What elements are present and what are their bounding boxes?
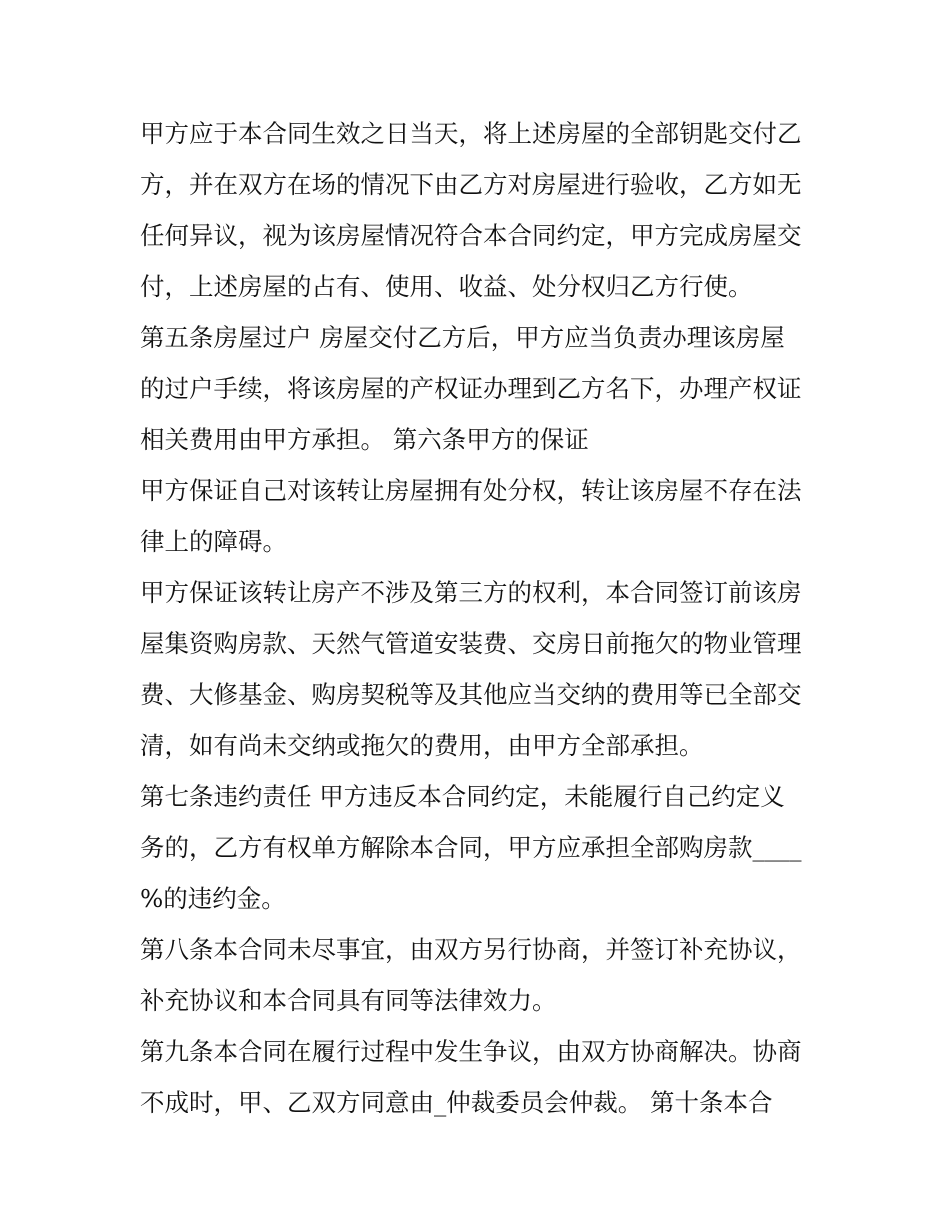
text-line: 方，并在双方在场的情况下由乙方对房屋进行验收，乙方如无 — [140, 170, 802, 199]
paragraph-article-9-dispute — [140, 1026, 820, 1128]
paragraph-article-7-liability — [140, 771, 820, 924]
text-line: 甲方保证该转让房产不涉及第三方的权利，本合同签订前该房 — [140, 578, 802, 607]
text-line: 相关费用由甲方承担。 第六条甲方的保证 — [140, 425, 589, 454]
text-line: 第九条本合同在履行过程中发生争议，由双方协商解决。协商 — [140, 1037, 802, 1066]
text-line: 费、大修基金、购房契税等及其他应当交纳的费用等已全部交 — [140, 680, 802, 709]
text-line: 第八条本合同未尽事宜，由双方另行协商，并签订补充协议， — [140, 935, 802, 964]
text-line: %的违约金。 — [140, 884, 286, 913]
text-line: 不成时，甲、乙双方同意由_仲裁委员会仲裁。 第十条本合 — [140, 1088, 773, 1117]
text-line: 甲方保证自己对该转让房屋拥有处分权，转让该房屋不存在法 — [140, 476, 802, 505]
text-line: 第五条房屋过户 房屋交付乙方后，甲方应当负责办理该房屋 — [140, 323, 785, 352]
text-line: 清，如有尚未交纳或拖欠的费用，由甲方全部承担。 — [140, 731, 704, 760]
text-line: 屋集资购房款、天然气管道安装费、交房日前拖欠的物业管理 — [140, 629, 802, 658]
text-line: 的过户手续，将该房屋的产权证办理到乙方名下，办理产权证 — [140, 374, 802, 403]
text-line: 付，上述房屋的占有、使用、收益、处分权归乙方行使。 — [140, 272, 753, 301]
paragraph-article-8-supplement — [140, 924, 820, 1026]
text-line: 律上的障碍。 — [140, 527, 287, 556]
text-line: 第七条违约责任 甲方违反本合同约定，未能履行自己约定义 — [140, 782, 785, 811]
document-body — [140, 108, 820, 1128]
paragraph-handover — [140, 108, 820, 312]
paragraph-guarantee-disposal — [140, 465, 820, 567]
paragraph-guarantee-third-party — [140, 567, 820, 771]
text-line: 任何异议，视为该房屋情况符合本合同约定，甲方完成房屋交 — [140, 221, 802, 250]
text-line: 务的，乙方有权单方解除本合同，甲方应承担全部购房款____ — [140, 833, 802, 862]
text-line: 甲方应于本合同生效之日当天，将上述房屋的全部钥匙交付乙 — [140, 119, 802, 148]
paragraph-article-5-transfer — [140, 312, 820, 465]
text-line: 补充协议和本合同具有同等法律效力。 — [140, 986, 557, 1015]
